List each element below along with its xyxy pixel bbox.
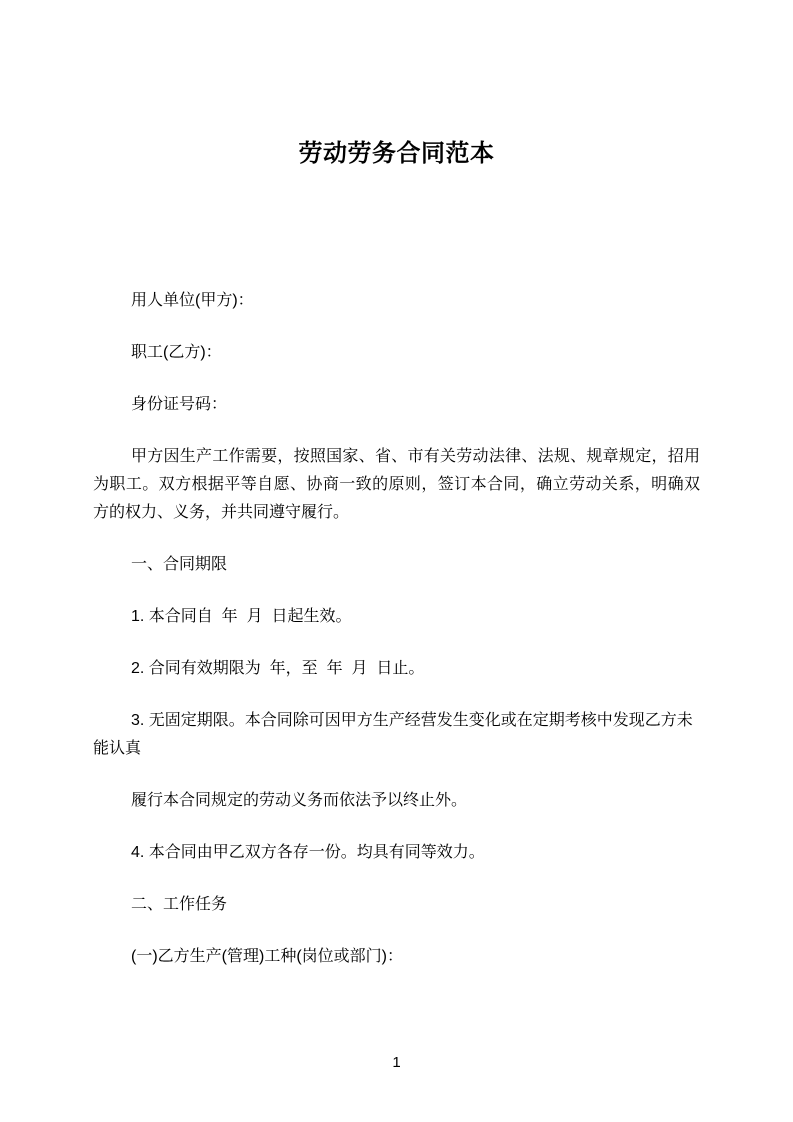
section-1-clause-1: 1. 本合同自 年 月 日起生效。 xyxy=(131,608,352,625)
section-1-clause-3-continuation: 履行本合同规定的劳动义务而依法予以终止外。 xyxy=(131,792,468,809)
section-2-heading: 二、工作任务 xyxy=(131,896,228,913)
document-title: 劳动劳务合同范本 xyxy=(298,140,495,167)
field-employer: 用人单位(甲方)： xyxy=(131,292,254,309)
page-number: 1 xyxy=(392,1054,401,1071)
intro-paragraph: 甲方因生产工作需要，按照国家、省、市有关劳动法律、法规、规章规定，招用为职工。双方根据平等自愿、协商一致的原则，签订本合同，确立劳动关系，明确双方的权力、义务，并共同遵守履行。 xyxy=(93,448,700,521)
section-1-heading: 一、合同期限 xyxy=(131,556,228,573)
section-1-clause-3: 3. 无固定期限。本合同除可因甲方生产经营发生变化或在定期考核中发现乙方未能认真 xyxy=(93,712,693,757)
section-1-clause-4: 4. 本合同由甲乙双方各存一份。均具有同等效力。 xyxy=(131,844,485,861)
section-1-clause-2: 2. 合同有效期限为 年，至 年 月 日止。 xyxy=(131,660,425,677)
field-id-number: 身份证号码： xyxy=(131,396,228,413)
field-employee: 职工(乙方)： xyxy=(131,344,222,361)
section-2-clause-1: (一)乙方生产(管理)工种(岗位或部门)： xyxy=(131,948,403,965)
